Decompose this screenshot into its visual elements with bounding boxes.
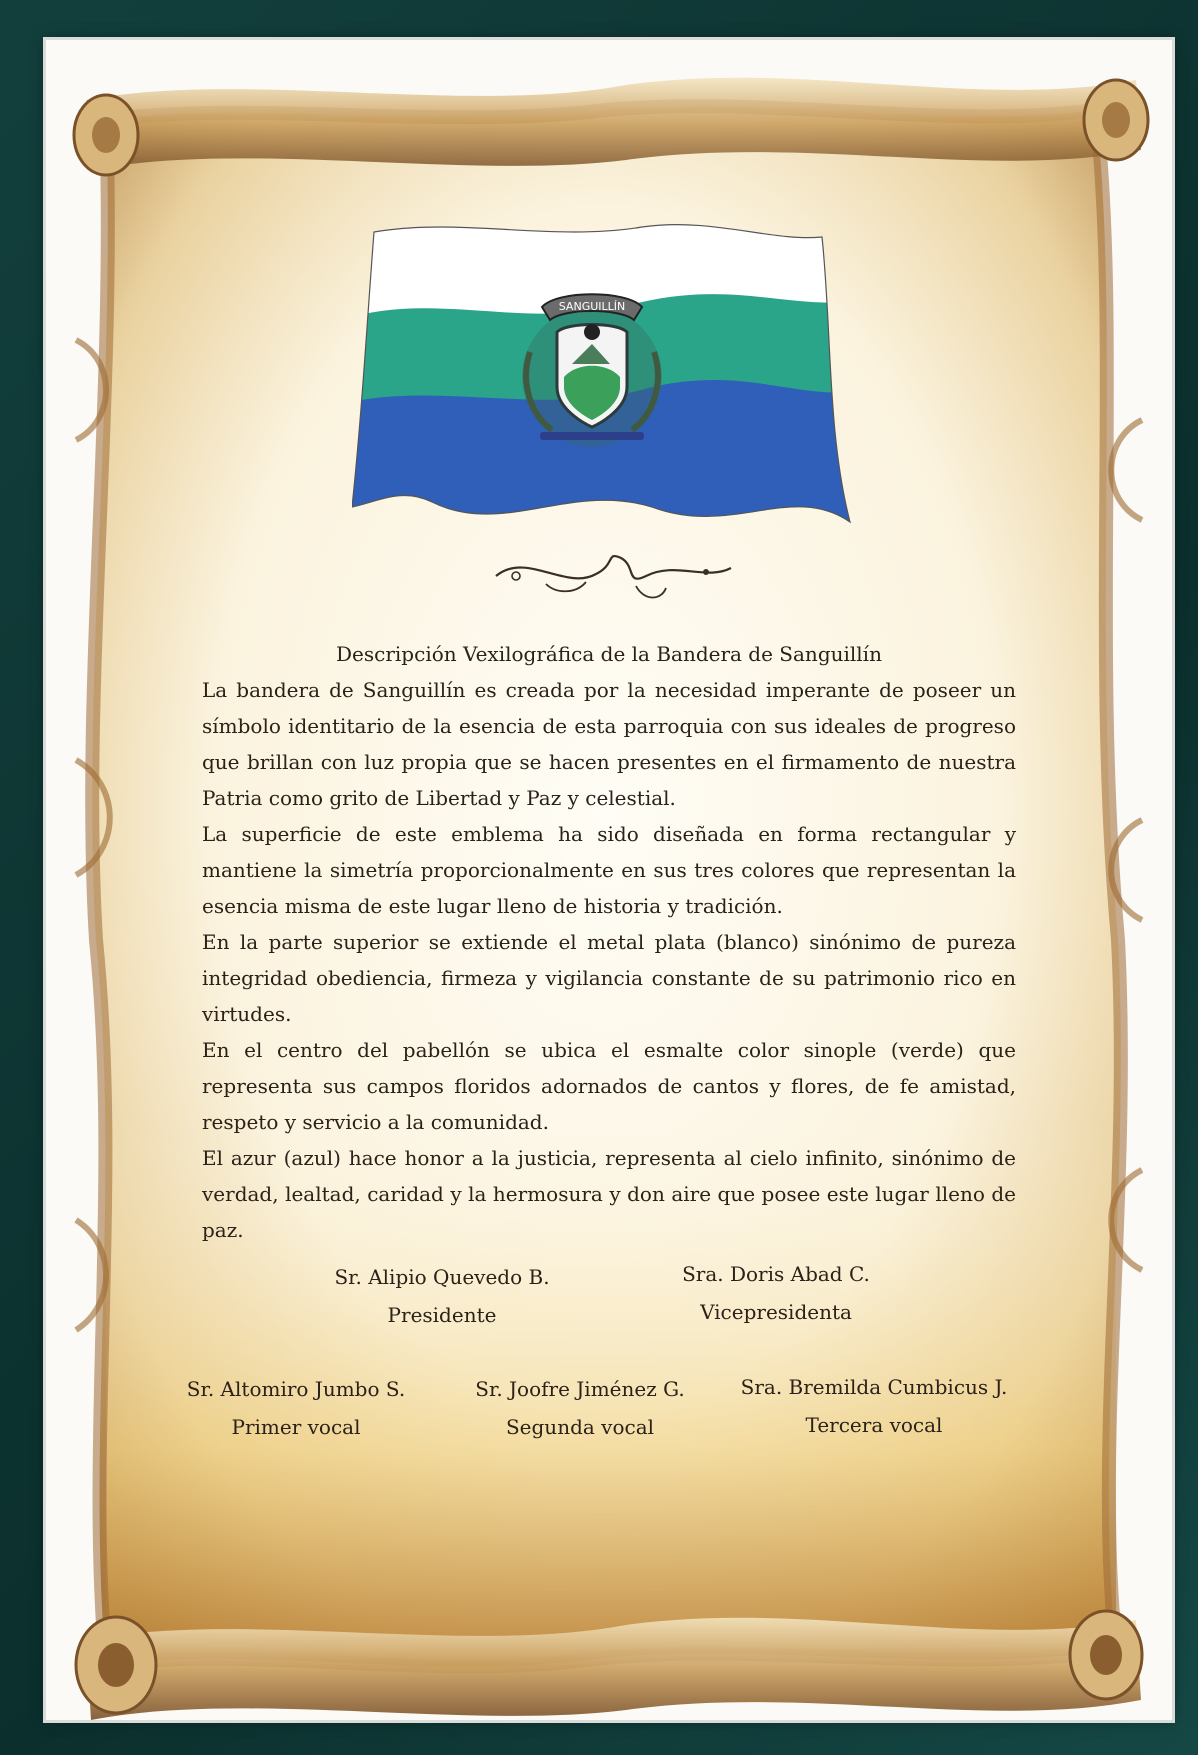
description-paragraph-5: El azur (azul) hace honor a la justicia, representa al cielo infinito, sinónimo de verdad, lealtad, caridad y la hermosura y don aire que posee este lugar lleno de paz. <box>202 1146 1016 1242</box>
description-paragraph-3: En la parte superior se extiende el metal plata (blanco) sinónimo de pureza integridad obediencia, firmeza y vigilancia constante de su patrimonio rico en virtudes. <box>202 930 1016 1026</box>
signature-role: Primer vocal <box>231 1415 361 1439</box>
sanguillin-flag <box>352 182 852 538</box>
emblem-label: SANGUILLÍN <box>558 300 626 313</box>
signature-third-vocal <box>714 1368 1034 1444</box>
ornamental-flourish-icon <box>486 546 736 606</box>
signature-vicepresident <box>636 1255 916 1331</box>
signature-name: Sra. Bremilda Cumbicus J. <box>740 1375 1008 1399</box>
description-paragraph-1: La bandera de Sanguillín es creada por la necesidad imperante de poseer un símbolo identitario de la esencia de esta parroquia con sus ideales de progreso que brillan con luz propia que se hacen presentes en el firmamento de nuestra Patria como grito de Libertad y Paz y celestial. <box>202 678 1016 810</box>
flag-description <box>202 636 1016 1248</box>
document-mat <box>46 40 1172 1720</box>
document-title: Descripción Vexilográfica de la Bandera de Sanguillín <box>336 642 882 666</box>
signature-first-vocal <box>156 1370 436 1446</box>
signature-second-vocal <box>440 1370 720 1446</box>
signature-role: Vicepresidenta <box>700 1300 852 1324</box>
description-paragraph-4: En el centro del pabellón se ubica el esmalte color sinople (verde) que representa sus campos floridos adornados de cantos y flores, de fe amistad, respeto y servicio a la comunidad. <box>202 1038 1016 1134</box>
signature-role: Tercera vocal <box>805 1413 943 1437</box>
signature-role: Segunda vocal <box>505 1415 655 1439</box>
description-paragraph-2: La superficie de este emblema ha sido diseñada en forma rectangular y mantiene la simetría proporcionalmente en sus tres colores que representan la esencia misma de este lugar lleno de historia y tradición. <box>202 822 1016 918</box>
signature-name: Sra. Doris Abad C. <box>682 1262 870 1286</box>
signature-name: Sr. Altomiro Jumbo S. <box>186 1377 406 1401</box>
signature-name: Sr. Joofre Jiménez G. <box>475 1377 685 1401</box>
signature-name: Sr. Alipio Quevedo B. <box>334 1265 550 1289</box>
signature-role: Presidente <box>387 1303 497 1327</box>
signature-president <box>302 1258 582 1334</box>
